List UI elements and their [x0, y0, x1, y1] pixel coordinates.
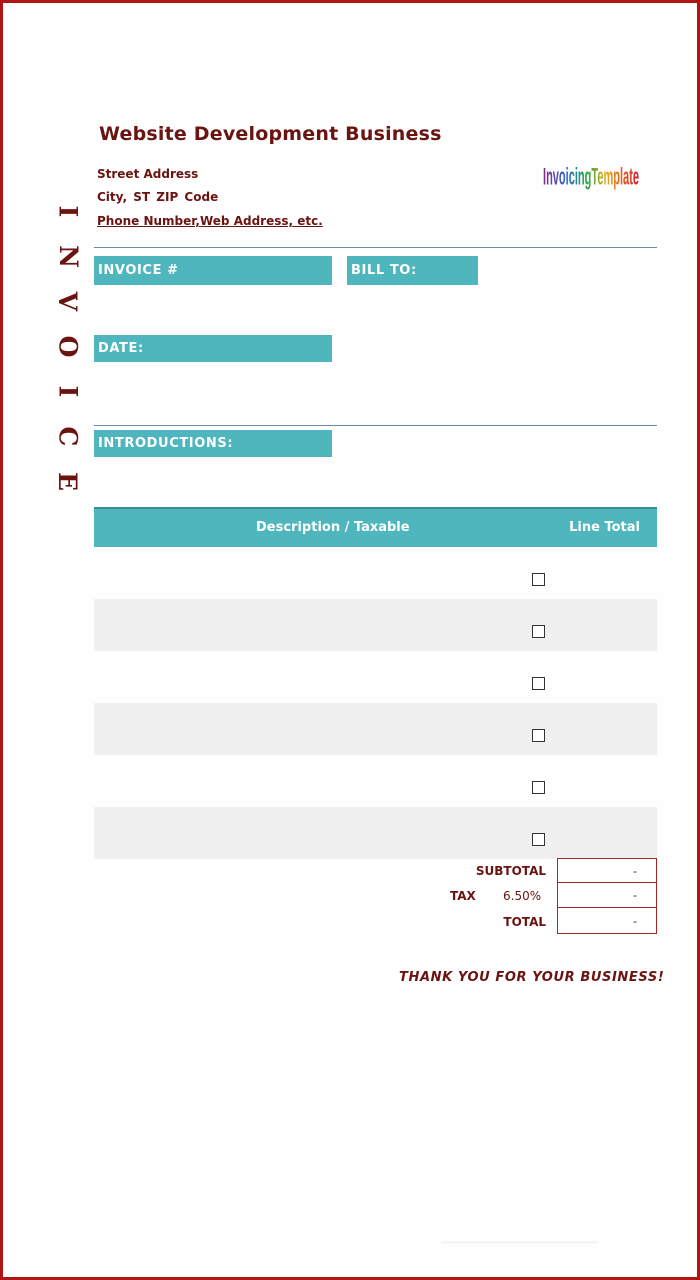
street-address: Street Address — [97, 167, 199, 181]
vertical-invoice-title — [53, 189, 83, 492]
divider-top — [94, 247, 657, 248]
item-row — [94, 807, 657, 859]
vertical-title-letter: C — [53, 426, 83, 447]
subtotal-label: SUBTOTAL — [475, 864, 546, 878]
vertical-title-letter: E — [53, 471, 83, 492]
item-row — [94, 651, 657, 703]
vertical-title-letter: N — [53, 245, 83, 268]
taxable-checkbox[interactable] — [532, 625, 545, 638]
company-name: Website Development Business — [99, 123, 442, 145]
thank-you-message: THANK YOU FOR YOUR BUSINESS! — [399, 970, 665, 985]
taxable-checkbox[interactable] — [532, 573, 545, 586]
svg-text:InvoicingTemplate: InvoicingTemplate — [543, 163, 640, 191]
taxable-checkbox[interactable] — [532, 781, 545, 794]
total-value: - — [557, 908, 657, 934]
column-line-total: Line Total — [569, 520, 640, 535]
total-label: TOTAL — [503, 915, 546, 929]
item-row — [94, 755, 657, 807]
column-description-taxable: Description / Taxable — [256, 520, 410, 535]
item-row — [94, 703, 657, 755]
city-state-zip: City, ST ZIP Code — [97, 190, 219, 204]
item-row — [94, 599, 657, 651]
contact-info: Phone Number,Web Address, etc. — [97, 214, 323, 228]
divider-middle — [94, 425, 657, 426]
invoice-number-label: INVOICE # — [94, 256, 332, 285]
date-label: DATE: — [94, 335, 332, 362]
introductions-label: INTRODUCTIONS: — [94, 430, 332, 457]
vertical-title-letter: V — [53, 291, 83, 312]
subtotal-value: - — [557, 858, 657, 883]
item-row — [94, 547, 657, 599]
vertical-title-letter: I — [53, 205, 83, 218]
items-table-header — [94, 507, 657, 547]
tax-value: - — [557, 883, 657, 908]
taxable-checkbox[interactable] — [532, 833, 545, 846]
taxable-checkbox[interactable] — [532, 677, 545, 690]
taxable-checkbox[interactable] — [532, 729, 545, 742]
logo-graphic — [543, 159, 643, 195]
vertical-title-letter: I — [53, 385, 83, 398]
tax-label: TAX — [450, 889, 476, 903]
bill-to-label: BILL TO: — [347, 256, 478, 285]
watermark-graphic: ────────── — [439, 1229, 600, 1254]
invoicing-template-logo — [543, 159, 643, 195]
vertical-title-letter: O — [53, 335, 83, 358]
tax-rate: 6.50% — [503, 889, 542, 903]
